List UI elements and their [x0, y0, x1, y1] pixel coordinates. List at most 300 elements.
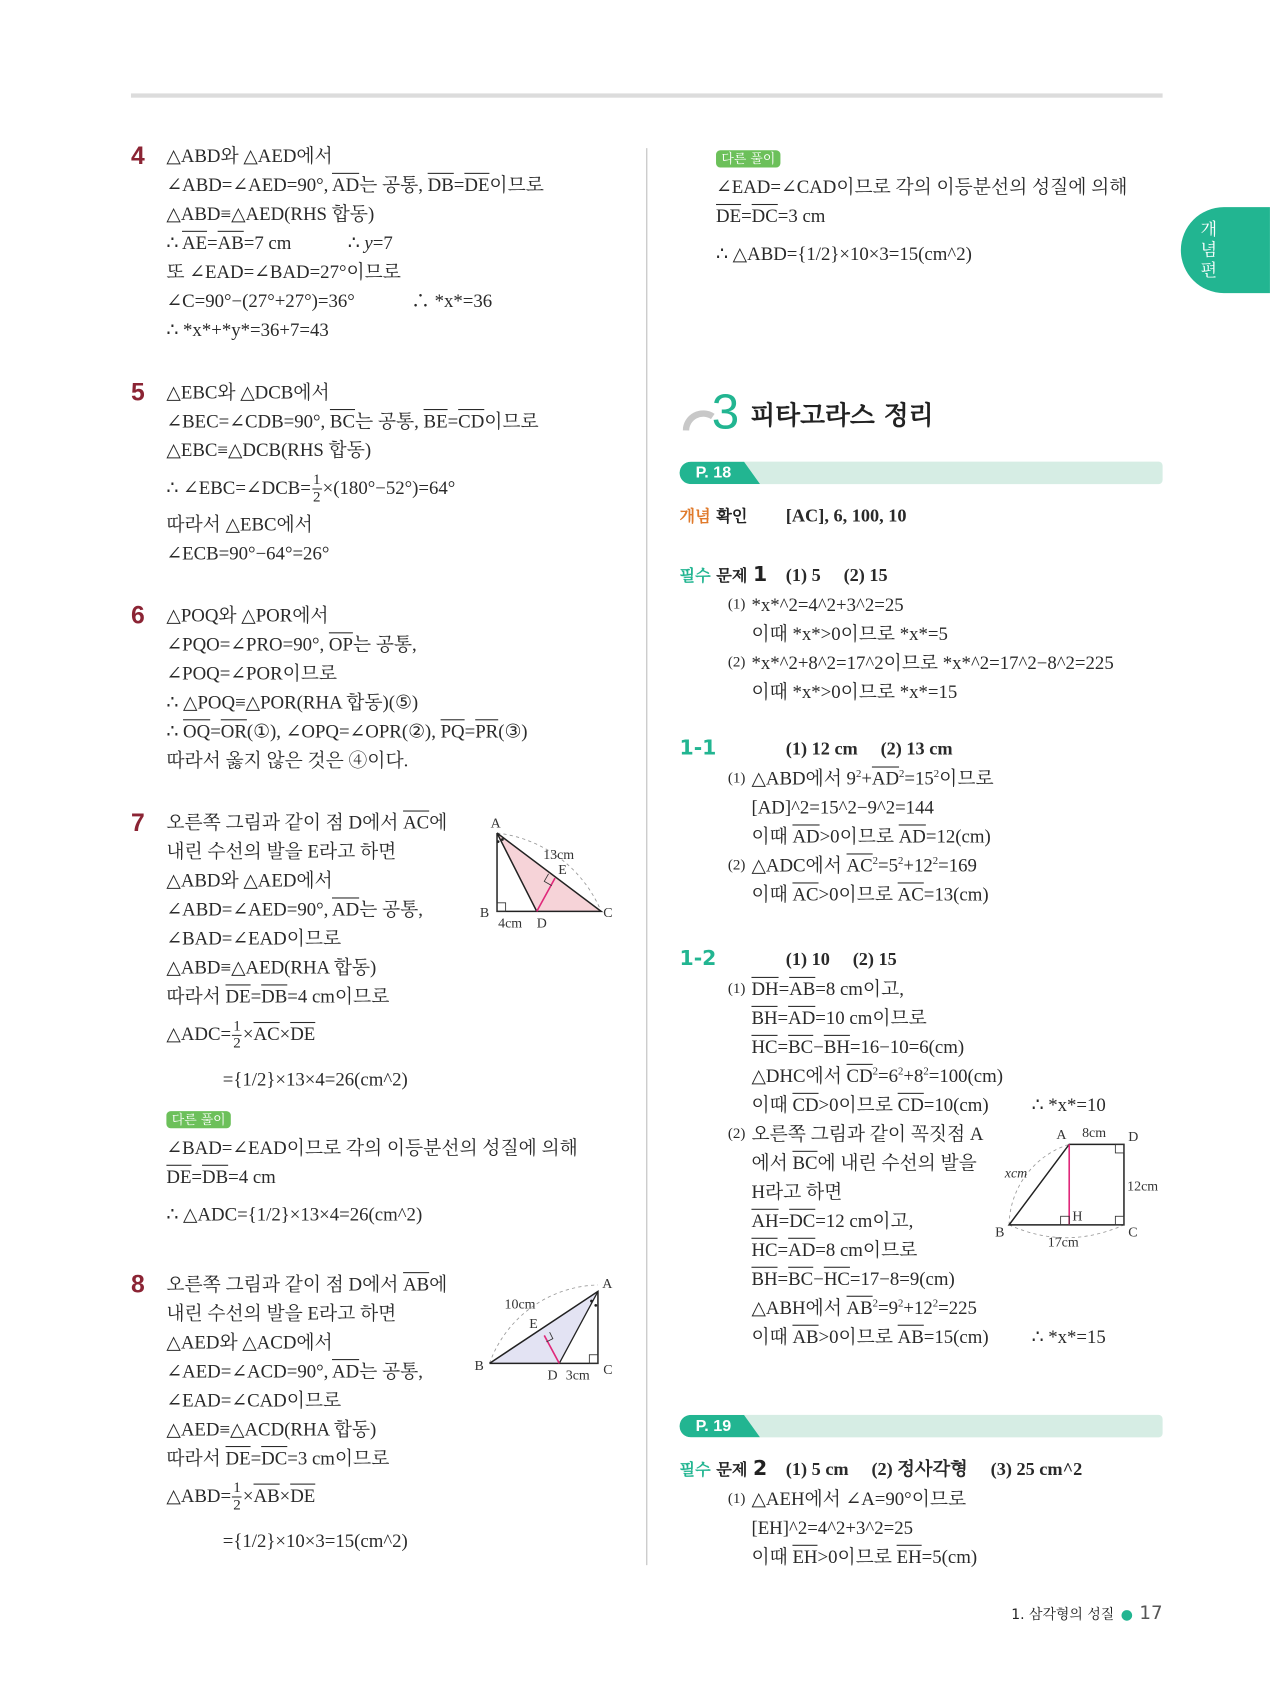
overline-segment: $\overline{AB}$ — [897, 1325, 924, 1348]
label-h: H — [1072, 1209, 1083, 1225]
line-text: 오른쪽 그림과 같이 점 D에서 $\overline{AB}$에 — [166, 1273, 448, 1295]
solution-6 — [130, 601, 633, 775]
overline-segment: $\overline{DC}$ — [751, 205, 778, 227]
label-length-ac: 13cm — [543, 847, 575, 863]
superscript: 2 — [898, 855, 904, 868]
line-text: △ABH에서 $\overline{AB}^2=9^2+12^2=225$ — [751, 1296, 977, 1319]
line-text: △AED≡△ACD(RHA 합동) — [166, 1418, 377, 1440]
overline-segment: $\overline{AD}$ — [331, 898, 360, 920]
answer: (1) 12 cm (2) 13 cm — [785, 738, 953, 759]
overline-segment: $\overline{DE}$ — [290, 1023, 316, 1045]
concept-label: 개념 — [679, 506, 711, 527]
solution-lines — [166, 601, 633, 775]
line-text: ={1/2}×13×4=26(cm^2) — [166, 1068, 408, 1090]
overline-segment: $\overline{DE}$ — [166, 1165, 192, 1188]
required-label: 필수 — [679, 565, 711, 586]
solution-line — [166, 746, 633, 775]
overline-segment: $\overline{EH}$ — [896, 1545, 922, 1568]
solution-1-1 — [727, 764, 1170, 909]
solution-line — [751, 1236, 1170, 1265]
bullet-icon: ● — [1120, 1607, 1133, 1624]
check-label: 확인 — [716, 506, 748, 527]
line-text: 따라서 옳지 않은 것은 ④이다. — [166, 749, 409, 771]
solution-line — [751, 1207, 1170, 1236]
superscript: 2 — [932, 1297, 939, 1310]
solution-line — [166, 258, 633, 287]
overline-segment: $\overline{BC}$ — [788, 1267, 814, 1290]
top-rule — [131, 93, 1163, 97]
solution-line — [166, 229, 633, 258]
line-text: 따라서 △EBC에서 — [166, 513, 313, 535]
solution-line — [166, 436, 633, 465]
line-text: $\overline{AH}=\overline{DC}=12$ cm이고, — [751, 1209, 914, 1232]
overline-segment: $\overline{AC}$ — [253, 1023, 280, 1045]
solution-line — [727, 975, 1170, 1004]
solution-line — [751, 677, 1170, 706]
superscript: 2 — [898, 1065, 904, 1078]
line-text: ∴ △POQ≡△POR(RHA 합동)(⑤) — [166, 691, 419, 713]
solution-line — [166, 895, 633, 924]
overline-segment: $\overline{AB}$ — [217, 231, 244, 254]
sub-item-label: (2) — [727, 857, 746, 874]
solution-line — [166, 1518, 633, 1563]
line-text: △ADC에서 $\overline{AC}^2=5^2+12^2=169$ — [751, 854, 977, 876]
solution-line — [166, 1444, 633, 1473]
line-text: △POQ와 △POR에서 — [166, 604, 329, 626]
line-text: △ADC= $\frac{1}{2}$ $\times\overline{AC}\times\overline{DE}$ — [166, 1019, 316, 1053]
solution-line — [727, 590, 1170, 619]
solution-line — [166, 659, 633, 688]
side-tab-label: 개념편 — [1200, 218, 1218, 281]
superscript: 2 — [855, 768, 862, 781]
line-text: 이때 $\overline{CD}>0$이므로 $\overline{CD}=10(cm)$ — [751, 1093, 989, 1116]
superscript: 2 — [932, 855, 939, 868]
superscript: 2 — [898, 1297, 904, 1310]
solution-line — [166, 1473, 633, 1518]
overline-segment: $\overline{AB}$ — [403, 1273, 430, 1295]
label-length-dc: 12cm — [1127, 1179, 1159, 1195]
page-ref-label: P. 18 — [695, 463, 732, 483]
solution-line — [751, 1265, 1170, 1294]
label-b: B — [995, 1225, 1005, 1241]
problem-number: 7 — [130, 808, 145, 837]
line-text: △EBC≡△DCB(RHS 합동) — [166, 439, 372, 461]
required-label: 필수 — [679, 1459, 711, 1480]
concept-answer: [AC], 6, 100, 10 — [785, 505, 907, 527]
overline-segment: $\overline{AD}$ — [871, 767, 900, 790]
overline-segment: $\overline{DB}$ — [202, 1165, 229, 1188]
solution-line — [166, 465, 633, 510]
solution-line — [751, 1033, 1170, 1062]
overline-segment: $\overline{DE}$ — [716, 205, 742, 227]
superscript: 2 — [872, 1297, 879, 1310]
solution-line — [727, 1485, 1170, 1514]
required-problem-1 — [680, 560, 1171, 590]
label-length-bd: 4cm — [498, 916, 523, 932]
solution-line — [166, 1270, 633, 1299]
fraction: $\frac{1}{2}$ — [313, 472, 321, 507]
solution-8-alt — [716, 141, 1170, 276]
line-text: ={1/2}×10×3=15(cm^2) — [166, 1529, 408, 1552]
line-text: *x*^2+8^2=17^2이므로 *x*^2=17^2−8^2=225 — [751, 651, 1114, 674]
solution-line — [166, 924, 633, 953]
label-c: C — [603, 905, 613, 921]
line-text: 이때 $\overline{AC}>0$이므로 $\overline{AC}=13(cm)$ — [751, 883, 989, 905]
solution-line — [751, 1091, 1170, 1120]
overline-segment: $\overline{DE}$ — [225, 1447, 251, 1469]
solution-line — [166, 630, 633, 659]
line-text: 이때 $\overline{AD}>0$이므로 $\overline{AD}=12(cm)$ — [751, 825, 991, 847]
solution-line — [727, 764, 1170, 793]
overline-segment: $\overline{BC}$ — [792, 1151, 818, 1174]
overline-segment: $\overline{BH}$ — [823, 1035, 850, 1058]
overline-segment: $\overline{CD}$ — [846, 1064, 873, 1087]
line-text: 내린 수선의 발을 E라고 하면 — [166, 1302, 397, 1324]
line-text: ∠ECB=90°−64°=26° — [166, 542, 330, 564]
solution-line — [751, 1178, 1170, 1207]
sub-item-label: (2) — [727, 654, 746, 671]
problem-number: 5 — [130, 377, 145, 406]
side-tab-concept[interactable] — [1181, 207, 1270, 293]
overline-segment: $\overline{AC}$ — [403, 811, 430, 834]
solution-q2 — [727, 1485, 1170, 1572]
line-text: △ABD≡△AED(RHS 합동) — [166, 202, 375, 225]
overline-segment: $\overline{AC}$ — [792, 883, 819, 905]
solution-line — [166, 287, 633, 316]
alternative-solution-badge: 다른 풀이 — [166, 1111, 231, 1128]
section-number: 3 — [711, 383, 740, 440]
line-text: 에서 $\overline{BC}$에 내린 수선의 발을 — [751, 1151, 977, 1174]
solution-line — [166, 200, 633, 229]
page-footer — [1011, 1600, 1162, 1630]
solution-line — [166, 510, 633, 539]
label-b: B — [474, 1358, 484, 1374]
overline-segment: $\overline{DB}$ — [261, 985, 288, 1007]
overline-segment: $\overline{BC}$ — [788, 1035, 814, 1058]
overline-segment: $\overline{DH}$ — [751, 977, 779, 1000]
answer: (1) 5 cm (2) 정사각형 (3) 25 cm^2 — [785, 1458, 1083, 1480]
solution-lines — [166, 808, 633, 1236]
line-text: △DHC에서 $\overline{CD}^2=6^2+8^2=100(cm)$ — [751, 1064, 1003, 1087]
solution-lines — [727, 764, 1170, 909]
overline-segment: $\overline{AD}$ — [788, 1006, 816, 1029]
solution-line — [751, 880, 1170, 909]
solution-line — [716, 202, 1170, 231]
solution-line — [751, 1062, 1170, 1091]
superscript: 2 — [933, 768, 940, 781]
line-text: △AEH에서 ∠A=90°이므로 — [751, 1487, 967, 1510]
solution-line — [751, 1514, 1170, 1543]
line-text: 또 ∠EAD=∠BAD=27°이므로 — [166, 260, 401, 283]
solution-line — [166, 953, 633, 982]
solution-line — [166, 1134, 633, 1163]
solution-line — [751, 619, 1170, 648]
overline-segment: $\overline{AC}$ — [846, 854, 873, 876]
overline-segment: $\overline{CD}$ — [458, 410, 485, 432]
overline-segment: $\overline{AB}$ — [789, 977, 816, 1000]
overline-segment: $\overline{CD}$ — [792, 1093, 819, 1116]
label-d: D — [547, 1368, 558, 1383]
solution-q1 — [727, 590, 1170, 706]
variable: y — [364, 231, 373, 254]
solution-7 — [130, 808, 633, 1236]
solution-line — [166, 808, 633, 837]
solution-line — [166, 171, 633, 200]
overline-segment: $\overline{PQ}$ — [440, 720, 465, 742]
overline-segment: $\overline{DE}$ — [225, 985, 251, 1007]
label-a: A — [1056, 1127, 1067, 1143]
line-text: ∠EAD=∠CAD이므로 — [166, 1389, 342, 1411]
overline-segment: $\overline{OQ}$ — [183, 720, 211, 742]
solution-line — [166, 407, 633, 436]
superscript: 2 — [872, 1065, 879, 1078]
solution-line — [716, 231, 1170, 276]
overline-segment: $\overline{BH}$ — [751, 1267, 778, 1290]
line-text: $\overline{HC}=\overline{AD}=8$ cm이므로 — [751, 1238, 918, 1261]
overline-segment: $\overline{AD}$ — [331, 173, 360, 196]
required-problem-2 — [680, 1455, 1171, 1485]
solution-line — [166, 866, 633, 895]
overline-segment: $\overline{DC}$ — [261, 1447, 288, 1469]
line-text: $\overline{DH}=\overline{AB}=8$ cm이고, — [751, 977, 904, 1000]
solution-lines — [166, 142, 633, 345]
arc-icon — [683, 410, 715, 431]
overline-segment: $\overline{AD}$ — [898, 825, 926, 847]
label-c: C — [1128, 1225, 1138, 1241]
solution-line — [727, 1120, 1170, 1149]
line-text: ∴ $\overline{AE}=\overline{AB}=7$ cm ∴ y=7 — [166, 231, 393, 254]
line-text: [EH]^2=4^2+3^2=25 — [751, 1516, 913, 1539]
problem-label: 1-2 — [679, 946, 717, 971]
line-text: $\overline{HC}=\overline{BC}-\overline{BH}=16-10=6(cm)$ — [751, 1035, 965, 1058]
problem-1-2 — [680, 945, 1171, 975]
problem-label: 문제 — [716, 1459, 748, 1480]
label-length-ab: 10cm — [504, 1297, 536, 1313]
overline-segment: $\overline{AB}$ — [253, 1484, 280, 1507]
page-ref-label: P. 19 — [695, 1417, 732, 1436]
overline-segment: $\overline{OR}$ — [220, 720, 247, 742]
solution-line — [166, 316, 633, 345]
label-a: A — [490, 816, 501, 832]
solution-line — [166, 142, 633, 171]
solution-lines — [727, 975, 1170, 1352]
overline-segment: $\overline{AE}$ — [182, 231, 208, 254]
overline-segment: $\overline{AC}$ — [897, 883, 924, 905]
line-text: ∴ $\overline{OQ}=\overline{OR}(①)$, ∠OPQ=∠OPR(②), $\overline{PQ}=\overline{PR}(③)$ — [166, 720, 528, 742]
line-text: ∠EAD=∠CAD이므로 각의 이등분선의 성질에 의해 — [716, 176, 1128, 198]
sub-item-label: (2) — [727, 1126, 746, 1143]
solution-lines — [727, 1485, 1170, 1572]
line-text: $\overline{BH}=\overline{BC}-\overline{HC}=17-8=9(cm)$ — [751, 1267, 955, 1290]
page-number: 17 — [1139, 1602, 1163, 1625]
concept-check — [680, 501, 1171, 531]
label-b: B — [479, 905, 490, 921]
sub-item-label: (1) — [727, 981, 746, 998]
line-text: 이때 *x*>0이므로 *x*=15 — [751, 680, 958, 703]
line-text: ∠BAD=∠EAD이므로 — [166, 927, 342, 949]
line-text: △ABD와 △AED에서 — [166, 144, 333, 167]
problem-number: 4 — [130, 141, 145, 170]
solution-line — [727, 648, 1170, 677]
overline-segment: $\overline{PR}$ — [475, 720, 499, 742]
line-text: ∴ △ADC={1/2}×13×4=26(cm^2) — [166, 1203, 423, 1225]
label-e: E — [558, 862, 567, 878]
line-text: ∠AED=∠ACD=90°, $\overline{AD}$는 공통, — [166, 1360, 423, 1382]
line-text: ∠ABD=∠AED=90°, $\overline{AD}$는 공통, — [166, 898, 423, 920]
line-text: 내린 수선의 발을 E라고 하면 — [166, 840, 397, 863]
solution-lines — [716, 141, 1170, 276]
line-text: △EBC와 △DCB에서 — [166, 381, 330, 403]
solution-4 — [130, 141, 633, 345]
overline-segment: $\overline{EH}$ — [792, 1545, 818, 1568]
line-text: 이때 *x*>0이므로 *x*=5 — [751, 622, 948, 645]
solution-line — [166, 1056, 633, 1101]
solution-line — [166, 1357, 633, 1386]
label-length-dc: 3cm — [565, 1368, 590, 1383]
solution-line — [166, 1299, 633, 1328]
problem-number: 2 — [752, 1456, 768, 1481]
overline-segment: $\overline{BC}$ — [329, 410, 356, 432]
line-text: $\overline{DE}=\overline{DB}=4$ cm — [166, 1165, 276, 1188]
solution-line — [751, 1543, 1170, 1572]
problem-number: 6 — [130, 601, 145, 630]
label-length-bc: 17cm — [1047, 1235, 1079, 1251]
solution-line — [166, 1328, 633, 1357]
solution-line — [166, 982, 633, 1011]
overline-segment: $\overline{AD}$ — [331, 1360, 360, 1382]
superscript: 2 — [872, 855, 879, 868]
problem-number: 8 — [130, 1269, 145, 1298]
solution-line — [166, 1163, 633, 1192]
solution-line — [727, 851, 1170, 880]
left-column — [130, 141, 633, 1597]
line-text: ∠ABD=∠AED=90°, $\overline{AD}$는 공통, $\overline{DB}=\overline{DE}$이므로 — [166, 173, 544, 196]
problem-1-1 — [680, 734, 1171, 764]
solution-line — [751, 793, 1170, 822]
overline-segment: $\overline{DE}$ — [464, 173, 490, 196]
superscript: 2 — [923, 1065, 929, 1078]
fraction: $\frac{1}{2}$ — [233, 1480, 241, 1515]
label-d: D — [536, 916, 547, 932]
page-ref-bar-19 — [680, 1415, 1163, 1438]
line-text: ∠POQ=∠POR이므로 — [166, 662, 338, 684]
solution-lines — [166, 1270, 633, 1563]
problem-number: 1 — [752, 562, 768, 587]
overline-segment: $\overline{CD}$ — [897, 1093, 924, 1116]
superscript: 2 — [899, 768, 905, 781]
overline-segment: $\overline{DE}$ — [290, 1484, 316, 1507]
line-text: ∠BAD=∠EAD이므로 각의 이등분선의 성질에 의해 — [166, 1136, 578, 1159]
alternative-solution-badge: 다른 풀이 — [716, 150, 781, 167]
solution-lines — [166, 378, 633, 568]
problem-label: 문제 — [716, 565, 748, 586]
line-text: △ABD에서 $9^2+\overline{AD}^2=15^2$이므로 — [751, 767, 994, 790]
overline-segment: $\overline{HC}$ — [751, 1238, 778, 1261]
chapter-title: 1. 삼각형의 성질 — [1011, 1607, 1115, 1624]
solution-1-2 — [727, 975, 1170, 1352]
fraction: $\frac{1}{2}$ — [233, 1019, 241, 1053]
solution-line — [166, 378, 633, 407]
solution-line — [716, 141, 1170, 173]
solution-8 — [130, 1269, 633, 1563]
solution-line — [166, 717, 633, 746]
solution-5 — [130, 377, 633, 568]
solution-line — [716, 173, 1170, 202]
line-text: ∠PQO=∠PRO=90°, $\overline{OP}$는 공통, — [166, 633, 417, 655]
line-text: ∴ ∠EBC=∠DCB= $\frac{1}{2}$ ×(180°−52°)=64° — [166, 472, 456, 507]
line-text: $\overline{BH}=\overline{AD}=10$ cm이므로 — [751, 1006, 927, 1029]
sub-item-label: (1) — [727, 596, 746, 613]
label-d: D — [1128, 1130, 1139, 1146]
overline-segment: $\overline{DC}$ — [789, 1209, 816, 1232]
line-text: $\overline{DE}=\overline{DC}=3$ cm — [716, 205, 826, 227]
column-divider — [646, 148, 647, 1565]
overline-segment: $\overline{BE}$ — [423, 410, 448, 432]
line-text: 따라서 $\overline{DE}=\overline{DB}=4$ cm이므로 — [166, 985, 390, 1007]
line-text: 이때 $\overline{AB}>0$이므로 $\overline{AB}=15(cm)$ — [751, 1325, 989, 1348]
line-text: [AD]^2=15^2−9^2=144 — [751, 796, 934, 819]
label-length-ab: xcm — [1004, 1166, 1028, 1182]
solution-line — [166, 539, 633, 568]
label-length-ad: 8cm — [1082, 1125, 1107, 1141]
line-text: ∠BEC=∠CDB=90°, $\overline{BC}$는 공통, $\overline{BE}=\overline{CD}$이므로 — [166, 410, 539, 432]
overline-segment: $\overline{AD}$ — [788, 1238, 816, 1261]
overline-segment: $\overline{BH}$ — [751, 1006, 778, 1029]
solution-line — [166, 1192, 633, 1237]
solution-line — [166, 1415, 633, 1444]
solution-line — [751, 822, 1170, 851]
overline-segment: $\overline{HC}$ — [751, 1035, 778, 1058]
overline-segment: $\overline{DB}$ — [427, 173, 454, 196]
problem-label: 1-1 — [679, 736, 717, 761]
solution-line — [166, 1011, 633, 1056]
overline-segment: $\overline{AH}$ — [751, 1209, 779, 1232]
line-text: ∴ △ABD={1/2}×10×3=15(cm^2) — [716, 242, 972, 265]
label-a: A — [602, 1277, 613, 1293]
section-title: 피타고라스 정리 — [750, 400, 934, 431]
line-text: 오른쪽 그림과 같이 점 D에서 $\overline{AC}$에 — [166, 811, 448, 834]
conclusion: ∴ *x*=10 — [1031, 1093, 1106, 1116]
sub-item-label: (1) — [727, 1491, 746, 1508]
line-text: △ABD≡△AED(RHA 합동) — [166, 956, 377, 978]
solution-line — [751, 1149, 1170, 1178]
label-e: E — [529, 1316, 538, 1332]
overline-segment: $\overline{OP}$ — [328, 633, 353, 655]
solution-line — [166, 601, 633, 630]
solution-line — [166, 837, 633, 866]
solution-line — [751, 1294, 1170, 1323]
overline-segment: $\overline{HC}$ — [823, 1267, 850, 1290]
solution-line — [751, 1004, 1170, 1033]
solution-lines — [727, 590, 1170, 706]
page-ref-bar-18 — [680, 462, 1163, 485]
overline-segment: $\overline{AD}$ — [792, 825, 820, 847]
line-text: *x*^2=4^2+3^2=25 — [751, 593, 904, 616]
line-text: H라고 하면 — [751, 1180, 843, 1203]
conclusion: ∴ *x*=15 — [1031, 1325, 1106, 1348]
overline-segment: $\overline{AB}$ — [846, 1296, 873, 1319]
right-column — [680, 141, 1171, 1572]
line-text: △AED와 △ACD에서 — [166, 1331, 333, 1353]
sub-item-label: (1) — [727, 770, 746, 787]
line-text: △ABD와 △AED에서 — [166, 869, 333, 892]
line-text: ∴ *x*+*y*=36+7=43 — [166, 318, 329, 341]
solution-line — [166, 1101, 633, 1133]
overline-segment: $\overline{AB}$ — [792, 1325, 819, 1348]
line-text: 따라서 $\overline{DE}=\overline{DC}=3$ cm이므로 — [166, 1447, 390, 1469]
answer: (1) 10 (2) 15 — [785, 948, 897, 970]
solution-line — [166, 688, 633, 717]
